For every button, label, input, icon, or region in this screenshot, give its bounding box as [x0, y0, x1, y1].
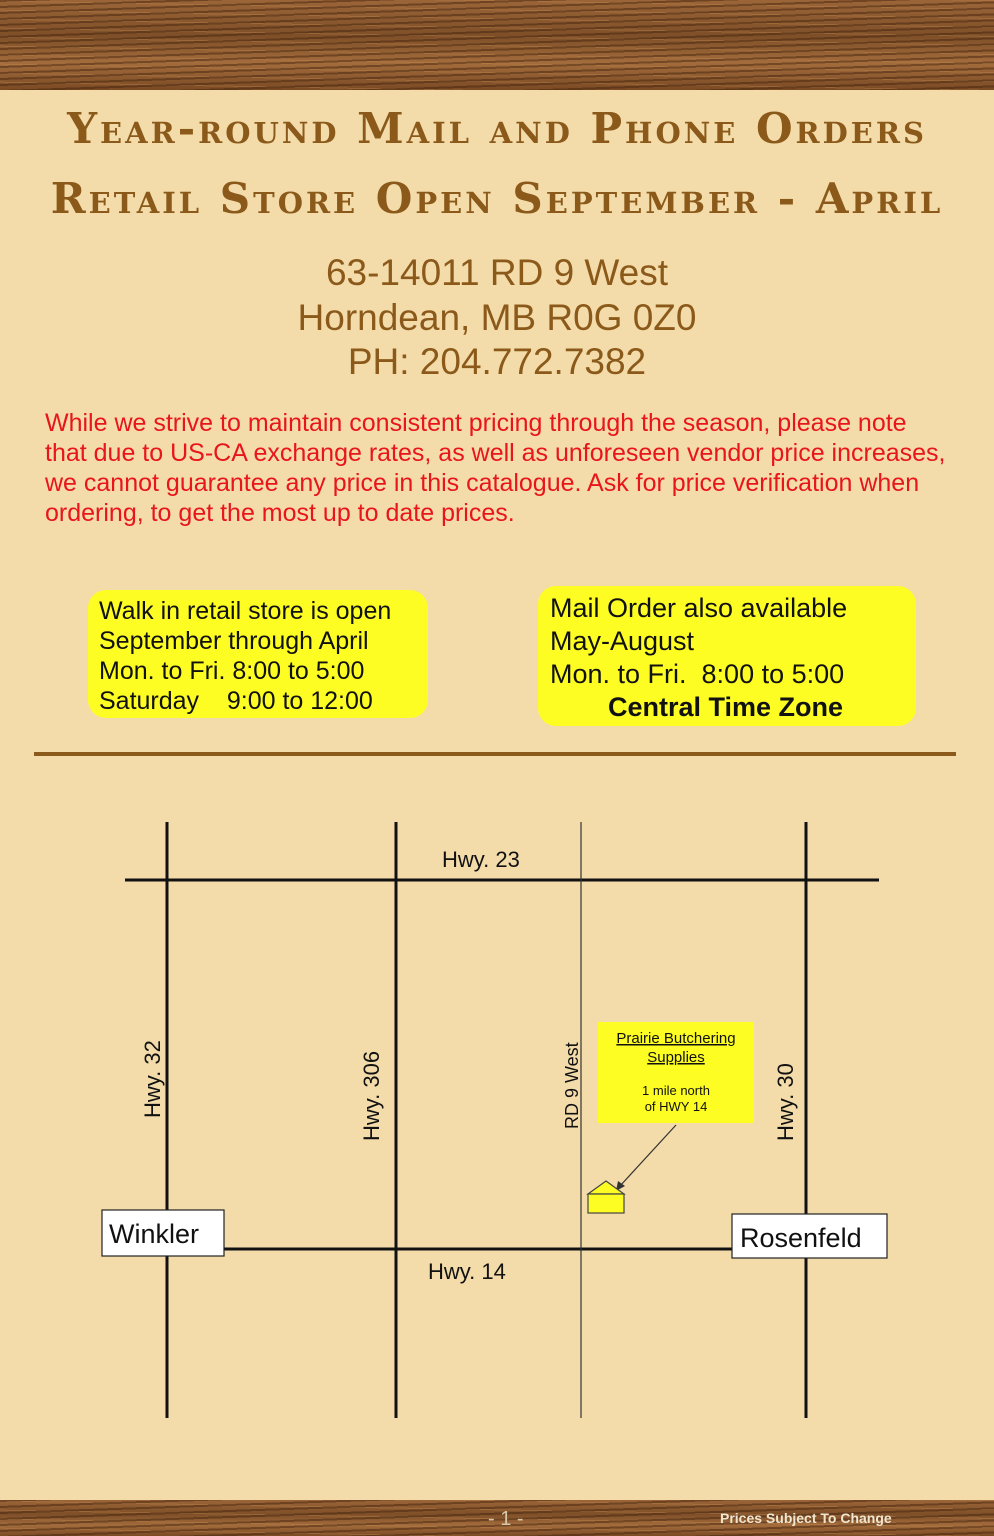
pricing-disclaimer: While we strive to maintain consistent pricing through the season, please note that due to US-CA exchange rates, as well as unforeseen vendor price increases, we cannot guarantee any price in this catalogue. Ask for price verification when ordering, to get the most up to date prices.: [45, 409, 946, 527]
store-hours-line: September through April: [99, 627, 369, 655]
headline-mail-phone-orders: Year-round Mail and Phone Orders: [67, 104, 927, 153]
label-hwy30: Hwy. 30: [773, 1063, 798, 1141]
callout-note-line1: 1 mile north: [642, 1083, 710, 1098]
callout-name-line2: Supplies: [647, 1049, 705, 1066]
label-hwy23: Hwy. 23: [442, 847, 520, 872]
mail-order-line: Mail Order also available: [550, 593, 848, 623]
address-phone: PH: 204.772.7382: [347, 341, 647, 382]
town-rosenfeld: [732, 1214, 887, 1258]
store-hours-line: Walk in retail store is open: [99, 597, 392, 625]
town-winkler-label: Winkler: [109, 1219, 200, 1249]
label-hwy14: Hwy. 14: [428, 1259, 506, 1284]
label-rd9-west: RD 9 West: [562, 1042, 582, 1129]
town-rosenfeld-label: Rosenfeld: [740, 1223, 862, 1253]
section-divider: [34, 752, 956, 756]
wood-header-band: [0, 0, 994, 90]
town-winkler: [102, 1210, 224, 1256]
store-hours-line: Saturday 9:00 to 12:00: [99, 687, 373, 715]
headline-store-season: Retail Store Open September - April: [50, 174, 944, 223]
mail-order-line: Mon. to Fri. 8:00 to 5:00: [550, 659, 845, 689]
time-zone-label: Central Time Zone: [608, 692, 844, 722]
location-map: [0, 800, 994, 1440]
callout-arrow: [620, 1125, 676, 1186]
address-city: Horndean, MB R0G 0Z0: [297, 297, 697, 338]
label-hwy306: Hwy. 306: [359, 1050, 384, 1141]
callout-note-line2: of HWY 14: [644, 1099, 708, 1114]
page-number: - 1 -: [488, 1508, 524, 1530]
address-street: 63-14011 RD 9 West: [325, 252, 669, 293]
store-callout: [598, 1022, 754, 1123]
mail-order-line: May-August: [550, 626, 695, 656]
price-change-note: Prices Subject To Change: [720, 1510, 892, 1526]
store-hours-box: [88, 590, 428, 718]
mail-order-box: [538, 586, 916, 726]
callout-name-line1: Prairie Butchering: [616, 1030, 736, 1047]
label-hwy32: Hwy. 32: [140, 1040, 165, 1118]
store-hours-line: Mon. to Fri. 8:00 to 5:00: [99, 657, 365, 685]
